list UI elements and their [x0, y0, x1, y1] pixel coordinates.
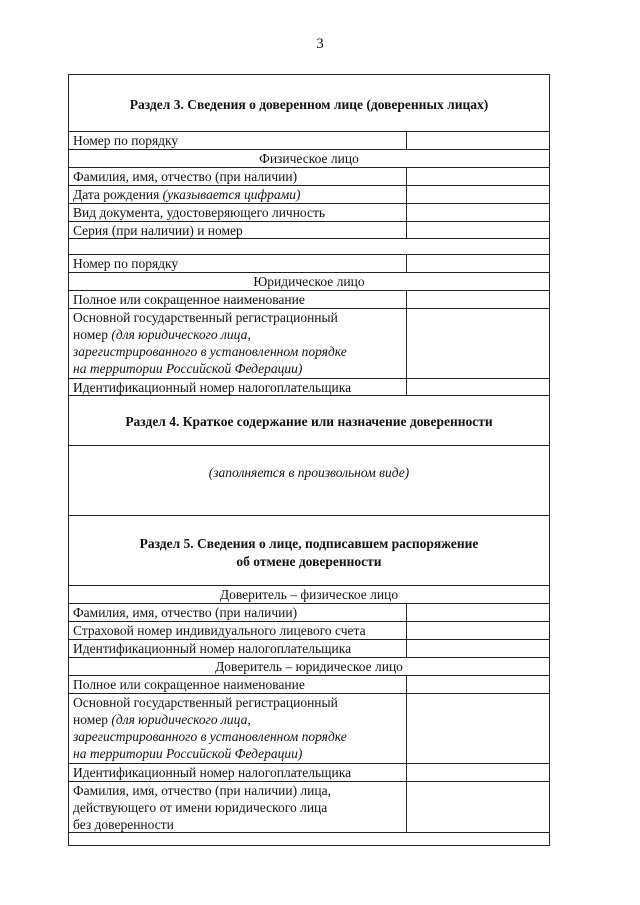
- label-grantor-ogrn-line2: номер: [73, 712, 112, 727]
- section5-title-line2: об отмене доверенности: [236, 554, 382, 569]
- label-ogrn-line2: номер: [73, 327, 112, 342]
- field-grantor-full-name[interactable]: [406, 604, 549, 621]
- label-grantor-head-line2: действующего от имени юридического лица: [73, 800, 328, 815]
- row-ogrn: [69, 308, 549, 378]
- section4-hint: (заполняется в произвольном виде): [208, 465, 410, 480]
- note-grantor-ogrn-line4: на территории Российской Федерации): [73, 746, 303, 761]
- row-id-document: [69, 203, 549, 221]
- row-grantor-inn: [69, 639, 549, 657]
- label-grantor-legal-name: Полное или сокращенное наименование: [73, 677, 305, 692]
- section3-title: Раздел 3. Сведения о доверенном лице (доверенных лицах): [129, 97, 489, 112]
- label-grantor-inn: Идентификационный номер налогоплательщика: [73, 641, 352, 656]
- note-ogrn-line4: на территории Российской Федерации): [73, 361, 303, 376]
- label-id-document: Вид документа, удостоверяющего личность: [73, 205, 326, 220]
- field-grantor-legal-name[interactable]: [406, 676, 549, 693]
- row-grantor-legal-inn: [69, 763, 549, 781]
- row-seq-number: [69, 131, 549, 149]
- field-legal-inn[interactable]: [406, 379, 549, 395]
- row-grantor-ogrn: [69, 693, 549, 763]
- field-grantor-inn[interactable]: [406, 640, 549, 657]
- row-grantor-head: [69, 781, 549, 833]
- row-legal-name: [69, 290, 549, 308]
- page-number: 3: [316, 36, 324, 52]
- label-birth-date: Дата рождения: [73, 187, 160, 202]
- field-grantor-ogrn[interactable]: [406, 694, 549, 763]
- section5-table: [69, 585, 549, 833]
- row-grantor-full-name: [69, 603, 549, 621]
- heading-legal: Юридическое лицо: [253, 274, 365, 289]
- section4-title: Раздел 4. Краткое содержание или назначение доверенности: [125, 414, 493, 429]
- note-grantor-ogrn-line2: (для юридического лица,: [111, 712, 251, 727]
- note-ogrn-line2: (для юридического лица,: [111, 327, 251, 342]
- field-full-name[interactable]: [406, 168, 549, 185]
- row-individual-heading: [69, 149, 549, 167]
- label-full-name: Фамилия, имя, отчество (при наличии): [73, 169, 298, 184]
- label-grantor-legal-inn: Идентификационный номер налогоплательщика: [73, 765, 352, 780]
- section3-individual-table: [69, 131, 549, 239]
- field-grantor-head[interactable]: [406, 782, 549, 832]
- field-grantor-legal-inn[interactable]: [406, 764, 549, 781]
- note-birth-date: (указывается цифрами): [162, 187, 301, 202]
- row-grantor-individual-heading: [69, 585, 549, 603]
- field-seq-number[interactable]: [406, 132, 549, 149]
- field-grantor-snils[interactable]: [406, 622, 549, 639]
- heading-individual: Физическое лицо: [259, 151, 359, 166]
- field-seq-number-2[interactable]: [406, 255, 549, 272]
- field-legal-name[interactable]: [406, 291, 549, 308]
- label-grantor-ogrn-line1: Основной государственный регистрационный: [73, 695, 338, 710]
- field-series-number[interactable]: [406, 222, 549, 238]
- row-series-number: [69, 221, 549, 239]
- label-seq-number: Номер по порядку: [73, 133, 179, 148]
- row-legal-inn: [69, 378, 549, 396]
- row-full-name: [69, 167, 549, 185]
- label-ogrn-line1: Основной государственный регистрационный: [73, 310, 338, 325]
- row-grantor-legal-name: [69, 675, 549, 693]
- row-grantor-snils: [69, 621, 549, 639]
- row-legal-heading: [69, 272, 549, 290]
- section4-top-rule: [69, 445, 549, 446]
- label-grantor-full-name: Фамилия, имя, отчество (при наличии): [73, 605, 298, 620]
- section4-bottom-rule: [69, 515, 549, 516]
- field-ogrn[interactable]: [406, 309, 549, 378]
- label-series-number: Серия (при наличии) и номер: [73, 223, 243, 238]
- label-grantor-snils: Страховой номер индивидуального лицевого счета: [73, 623, 366, 638]
- label-legal-inn: Идентификационный номер налогоплательщика: [73, 380, 352, 395]
- heading-grantor-legal: Доверитель – юридическое лицо: [215, 659, 403, 674]
- field-id-document[interactable]: [406, 204, 549, 221]
- label-grantor-head-line1: Фамилия, имя, отчество (при наличии) лица,: [73, 783, 331, 798]
- row-seq-number-2: [69, 254, 549, 272]
- label-grantor-head-line3: без доверенности: [73, 817, 174, 832]
- section5-title-line1: Раздел 5. Сведения о лице, подписавшем распоряжение: [139, 536, 479, 551]
- row-birth-date: [69, 185, 549, 203]
- note-ogrn-line3: зарегистрированного в установленном порядке: [73, 344, 347, 359]
- row-grantor-legal-heading: [69, 657, 549, 675]
- label-seq-number-2: Номер по порядку: [73, 256, 179, 271]
- section3-legal-table: [69, 254, 549, 396]
- heading-grantor-individual: Доверитель – физическое лицо: [219, 587, 399, 602]
- label-legal-name: Полное или сокращенное наименование: [73, 292, 305, 307]
- form: [68, 74, 550, 846]
- field-birth-date[interactable]: [406, 186, 549, 203]
- note-grantor-ogrn-line3: зарегистрированного в установленном порядке: [73, 729, 347, 744]
